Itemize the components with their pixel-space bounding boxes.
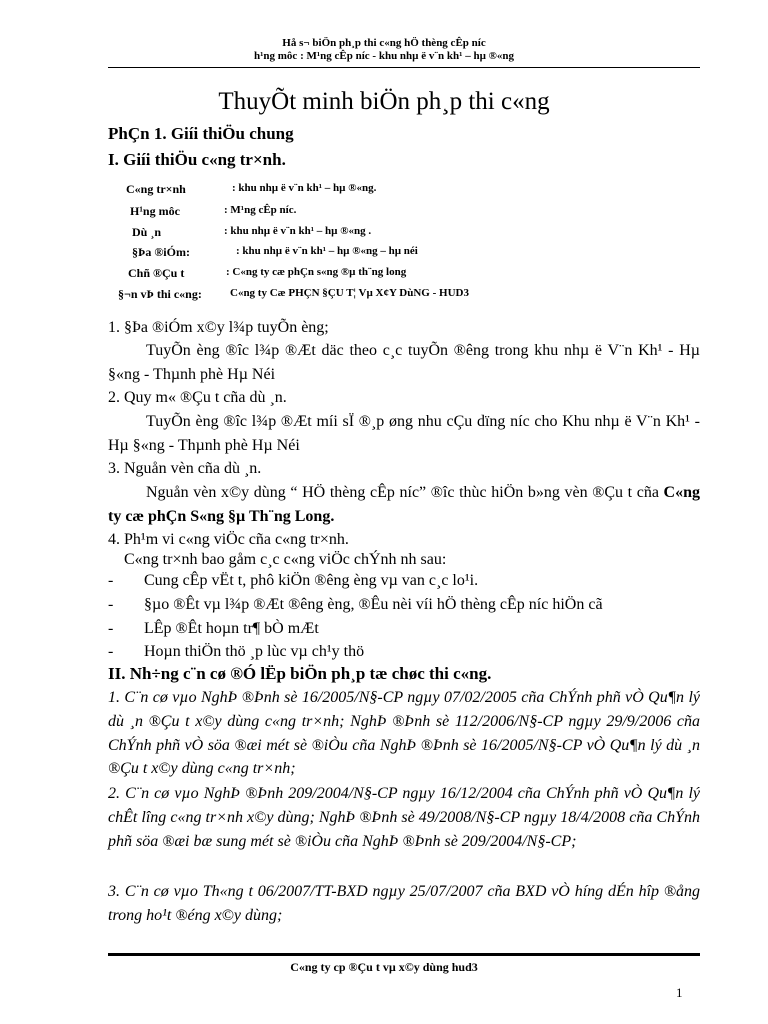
item-3-heading: 3. Nguån vèn cña dù ¸n. <box>108 460 262 477</box>
section-heading-2: II. Nh÷ng c¨n cø ®Ó lËp biÖn ph¸p tæ chøc thi c«ng. <box>108 664 492 683</box>
info-value: C«ng ty Cæ PHÇN §ÇU T¦ Vµ X¢Y DùNG - HUD3 <box>230 287 469 299</box>
item-2-text: TuyÕn èng ®îc l¾p ®Æt míi sÏ ®¸p øng nhu cÇu dïng níc cho Khu nhµ ë V¨n Kh¹ - Hµ §«ng - Thµnh phè Hµ Néi <box>108 413 700 454</box>
info-label: §Þa ®iÓm: <box>132 245 190 259</box>
item-2-heading: 2. Quy m« ®Çu t cña dù ¸n. <box>108 389 287 406</box>
info-value: : C«ng ty cæ phÇn s«ng ®µ th¨ng long <box>226 266 407 278</box>
basis-2: 2. C¨n cø vµo NghÞ ®Þnh 209/2004/N§-CP ngµy 16/12/2004 cña ChÝnh phñ vÒ Qu¶n lý chÊt lîng c«ng tr×nh x©y dùng; NghÞ ®Þnh sè 49/2008/N§-CP ngµy 18/4/2008 cña ChÝnh phñ söa ®æi bæ sung mét sè ®iÒu cña NghÞ ®Þnh sè 209/2004/N§-CP; <box>108 785 700 850</box>
section-heading-1: I. Giíi thiÖu c«ng tr×nh. <box>108 150 286 169</box>
info-value: : khu nhµ ë v¨n kh¹ – hµ ®«ng – hµ néi <box>236 245 418 257</box>
bullet-item: - LÊp ®Êt hoµn tr¶ bÒ mÆt <box>108 620 319 637</box>
item-2-body <box>108 410 700 457</box>
info-value: : khu nhµ ë v¨n kh¹ – hµ ®«ng . <box>224 225 372 237</box>
item-1-text: TuyÕn èng ®îc l¾p ®Æt däc theo c¸c tuyÕn ®êng trong khu nhµ ë V¨n Kh¹ - Hµ §«ng - Thµnh phè Hµ Néi <box>108 342 700 383</box>
bullet-text: LÊp ®Êt hoµn tr¶ bÒ mÆt <box>144 620 319 637</box>
bullet-text: §µo ®Êt vµ l¾p ®Æt ®êng èng, ®Êu nèi víi hÖ thèng cÊp níc hiÖn cã <box>144 596 603 613</box>
document-title: ThuyÕt minh biÖn ph¸p thi c«ng <box>218 88 550 115</box>
info-label: H¹ng môc <box>130 204 180 218</box>
info-label: C«ng tr×nh <box>126 182 186 196</box>
part-heading: PhÇn 1. Giíi thiÖu chung <box>108 124 294 143</box>
bullet-item: - §µo ®Êt vµ l¾p ®Æt ®êng èng, ®Êu nèi víi hÖ thèng cÊp níc hiÖn cã <box>108 596 603 613</box>
page-number: 1 <box>676 985 683 1000</box>
bullet-item: - Cung cÊp vËt t, phô kiÖn ®êng èng vµ van c¸c lo¹i. <box>108 572 479 589</box>
item-3-body <box>108 481 700 528</box>
header-subtitle: h¹ng môc : M¹ng cÊp níc - khu nhµ ë v¨n kh¹ – hµ ®«ng <box>253 50 514 62</box>
item-4-intro: C«ng tr×nh bao gåm c¸c c«ng viÖc chÝnh nh sau: <box>124 551 447 568</box>
header-rule <box>108 67 700 68</box>
basis-3: 3. C¨n cø vµo Th«ng t 06/2007/TT-BXD ngµy 25/07/2007 cña BXD vÒ híng dÉn hîp ®ång trong ho¹t ®éng x©y dùng; <box>108 883 700 924</box>
item-4-heading: 4. Ph¹m vi c«ng viÖc cña c«ng tr×nh. <box>108 531 349 548</box>
bullet-text: Cung cÊp vËt t, phô kiÖn ®êng èng vµ van c¸c lo¹i. <box>144 572 479 589</box>
info-value: : M¹ng cÊp níc. <box>224 204 297 216</box>
bullet-item: - Hoµn thiÖn thö ¸p lùc vµ ch¹y thö <box>108 643 365 660</box>
info-label: Chñ ®Çu t <box>128 266 185 280</box>
bullet-text: Hoµn thiÖn thö ¸p lùc vµ ch¹y thö <box>144 643 365 660</box>
item-3-investor: C«ng ty cæ phÇn S«ng §µ Th¨ng Long. <box>108 484 700 525</box>
footer-company: C«ng ty cp ®Çu t vµ x©y dùng hud3 <box>290 960 478 974</box>
info-label: §¬n vÞ thi c«ng: <box>118 287 202 301</box>
item-3-text: Nguån vèn x©y dùng “ HÖ thèng cÊp níc” ®îc thùc hiÖn b»ng vèn ®Çu t cña <box>146 484 664 501</box>
header-title: Hå s¬ biÖn ph¸p thi c«ng hÖ thèng cÊp níc <box>282 37 486 49</box>
item-1-heading: 1. §Þa ®iÓm x©y l¾p tuyÕn èng; <box>108 319 329 336</box>
basis-1: 1. C¨n cø vµo NghÞ ®Þnh sè 16/2005/N§-CP ngµy 07/02/2005 cña ChÝnh phñ vÒ Qu¶n lý dù ¸n ®Çu t x©y dùng c«ng tr×nh; NghÞ ®Þnh sè 112/2006/N§-CP ngµy 29/9/2006 cña ChÝnh phñ vÒ söa ®æi mét sè ®iÒu cña NghÞ ®Þnh sè 16/2005/N§-CP vÒ Qu¶n lý dù ¸n ®Çu t x©y dùng c«ng tr×nh; <box>108 689 700 778</box>
info-label: Dù ¸n <box>132 225 162 239</box>
footer-rule <box>108 953 700 956</box>
info-value: : khu nhµ ë v¨n kh¹ – hµ ®«ng. <box>232 182 377 194</box>
item-1-body <box>108 339 700 386</box>
